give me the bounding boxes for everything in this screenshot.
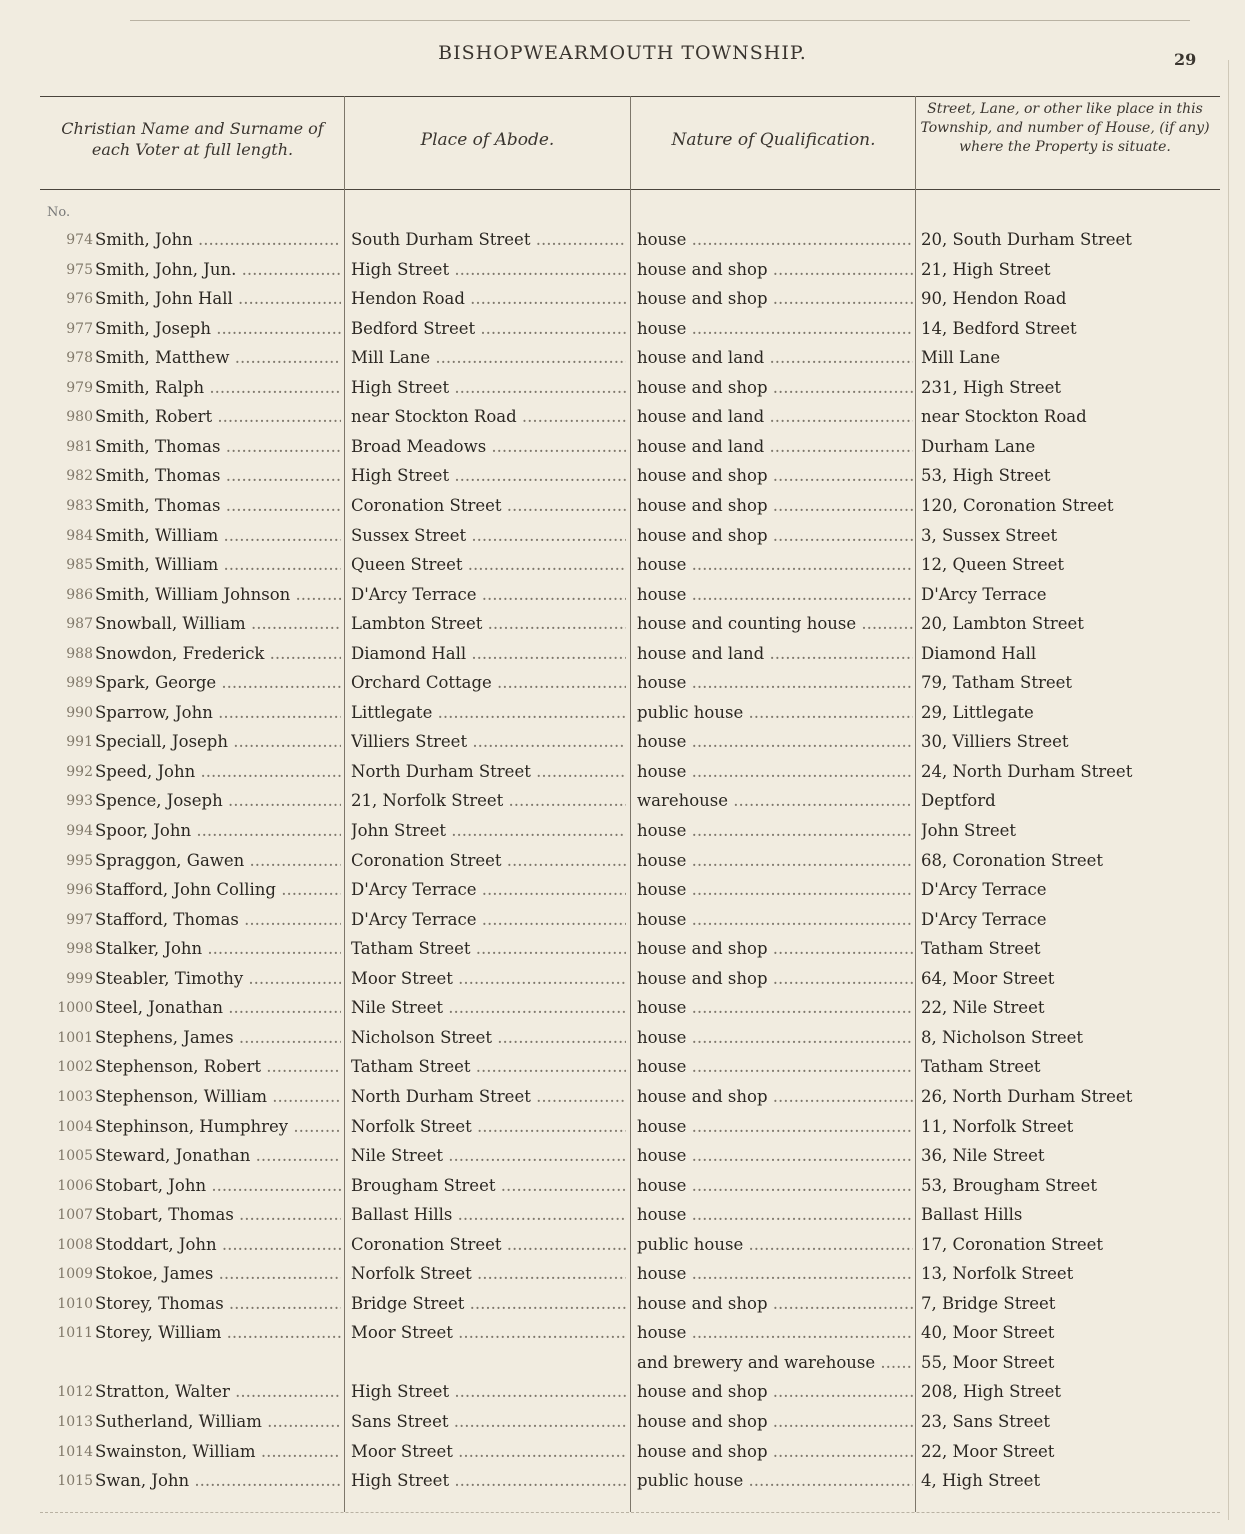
table-row [0,1408,1245,1437]
nature-of-qualification: house ..... [637,319,913,338]
place-of-abode: Norfolk Street ..... [351,1117,626,1136]
nature-of-qualification: warehouse ..... [637,791,913,810]
place-of-abode: Sans Street ..... [351,1412,626,1431]
property-street: 4, High Street [921,1471,1041,1491]
voter-number: 981 [66,438,93,455]
place-of-abode: Diamond Hall ..... [351,644,626,663]
place-of-abode: Lambton Street ..... [351,614,626,633]
voter-name: Smith, Thomas ..... [95,496,341,515]
column-header-street: Street, Lane, or other like place in this Township, and number of House, (if any) where the Property is situate. [920,101,1210,155]
table-row [0,433,1245,462]
nature-of-qualification: house and shop ..... [637,289,913,308]
voter-name: Smith, William Johnson ..... [95,585,341,604]
table-row [0,728,1245,757]
place-of-abode: High Street ..... [351,260,626,279]
voter-number: 992 [66,763,93,780]
voter-name: Stafford, Thomas ..... [95,910,341,929]
property-street: 40, Moor Street [921,1323,1055,1343]
table-row [0,669,1245,698]
page-title: BISHOPWEARMOUTH TOWNSHIP. [438,42,807,64]
bottom-rule [40,1512,1220,1513]
voter-number: 1003 [57,1088,93,1105]
nature-of-qualification: house ..... [637,673,913,692]
voter-number: 998 [66,941,93,958]
table-row [0,1172,1245,1201]
property-street: D'Arcy Terrace [921,880,1047,900]
nature-of-qualification: house ..... [637,1146,913,1165]
voter-number: 986 [66,586,93,603]
voter-number: 1014 [57,1443,93,1460]
place-of-abode: Brougham Street ..... [351,1176,626,1195]
nature-of-qualification: house and shop ..... [637,466,913,485]
table-row [0,344,1245,373]
voter-number: 995 [66,852,93,869]
property-street: 22, Moor Street [921,1441,1055,1461]
voter-name: Smith, Thomas ..... [95,466,341,485]
voter-number: 1002 [57,1059,93,1076]
place-of-abode: Littlegate ..... [351,703,626,722]
voter-name: Storey, Thomas ..... [95,1294,341,1313]
nature-of-qualification: house ..... [637,851,913,870]
voter-number: 1012 [57,1384,93,1401]
voter-name: Steward, Jonathan ..... [95,1146,341,1165]
voter-name: Smith, Matthew ..... [95,348,341,367]
nature-of-qualification: house and shop ..... [637,969,913,988]
table-row [0,285,1245,314]
table-row [0,640,1245,669]
table-row [0,1024,1245,1053]
voter-number: 1005 [57,1148,93,1165]
voter-number: 982 [66,468,93,485]
voter-name: Stafford, John Colling ..... [95,880,341,899]
property-street: Mill Lane [921,348,1001,368]
place-of-abode: Nile Street ..... [351,998,626,1017]
nature-of-qualification: house ..... [637,821,913,840]
voter-number: 1007 [57,1207,93,1224]
voter-number: 1010 [57,1295,93,1312]
nature-of-qualification: public house ..... [637,1235,913,1254]
table-row [0,581,1245,610]
nature-of-qualification: house ..... [637,230,913,249]
table-row [0,256,1245,285]
voter-number: 999 [66,970,93,987]
property-street: 68, Coronation Street [921,850,1104,870]
property-street: Deptford [921,791,996,811]
place-of-abode: Ballast Hills ..... [351,1205,626,1224]
voter-name: Smith, Thomas ..... [95,437,341,456]
table-row [0,1319,1245,1348]
nature-of-qualification: and brewery and warehouse ..... [637,1353,913,1372]
place-of-abode: Mill Lane ..... [351,348,626,367]
nature-of-qualification: house and shop ..... [637,260,913,279]
place-of-abode: Hendon Road ..... [351,289,626,308]
table-row [0,522,1245,551]
voter-number: 1011 [57,1325,93,1342]
voter-name: Stoddart, John ..... [95,1235,341,1254]
nature-of-qualification: house and shop ..... [637,1294,913,1313]
voter-name: Stobart, John ..... [95,1176,341,1195]
property-street: 30, Villiers Street [921,732,1069,752]
property-street: 231, High Street [921,377,1062,397]
table-row [0,1113,1245,1142]
voter-number: 985 [66,557,93,574]
voter-name: Spark, George ..... [95,673,341,692]
nature-of-qualification: house and shop ..... [637,1087,913,1106]
voter-name: Swan, John ..... [95,1471,341,1490]
place-of-abode: North Durham Street ..... [351,1087,626,1106]
voter-name: Storey, William ..... [95,1323,341,1342]
nature-of-qualification: public house ..... [637,1471,913,1490]
table-row [0,935,1245,964]
table-row [0,1142,1245,1171]
property-street: Tatham Street [921,1057,1041,1077]
place-of-abode: High Street ..... [351,1471,626,1490]
table-row [0,906,1245,935]
place-of-abode: Broad Meadows ..... [351,437,626,456]
place-of-abode: Norfolk Street ..... [351,1264,626,1283]
nature-of-qualification: house ..... [637,762,913,781]
nature-of-qualification: house and land ..... [637,407,913,426]
property-street: Diamond Hall [921,643,1037,663]
place-of-abode: Bridge Street ..... [351,1294,626,1313]
voter-number: 979 [66,379,93,396]
page-number: 29 [1174,50,1197,69]
nature-of-qualification: public house ..... [637,703,913,722]
voter-number: 984 [66,527,93,544]
voter-name: Spraggon, Gawen ..... [95,851,341,870]
voter-name: Smith, John ..... [95,230,341,249]
voter-name: Stephenson, William ..... [95,1087,341,1106]
table-row [0,374,1245,403]
voter-number: 994 [66,823,93,839]
nature-of-qualification: house ..... [637,998,913,1017]
voter-name: Snowdon, Frederick ..... [95,644,341,663]
place-of-abode: High Street ..... [351,1382,626,1401]
table-row [0,1349,1245,1378]
property-street: 90, Hendon Road [921,289,1067,309]
table-row [0,551,1245,580]
property-street: 20, South Durham Street [921,230,1132,249]
voter-number: 1001 [57,1029,93,1046]
table-row [0,315,1245,344]
voter-number: 1013 [57,1414,93,1430]
voter-number: 1000 [57,1000,93,1017]
table-row [0,787,1245,816]
voter-name: Smith, Robert ..... [95,407,341,426]
property-street: 24, North Durham Street [921,761,1133,781]
voter-name: Stratton, Walter ..... [95,1382,341,1401]
nature-of-qualification: house ..... [637,1264,913,1283]
table-row [0,817,1245,846]
nature-of-qualification: house and shop ..... [637,496,913,515]
table-row [0,847,1245,876]
voter-name: Speciall, Joseph ..... [95,732,341,751]
property-street: 17, Coronation Street [921,1234,1104,1254]
voter-name: Sparrow, John ..... [95,703,341,722]
voter-number: 991 [66,734,93,751]
property-street: 21, High Street [921,259,1051,279]
voter-number: 977 [66,320,93,337]
property-street: 120, Coronation Street [921,495,1114,515]
table-row [0,1467,1245,1496]
voter-number: 1015 [57,1473,93,1490]
nature-of-qualification: house ..... [637,732,913,751]
property-street: 79, Tatham Street [921,673,1073,693]
voter-number: 996 [66,882,93,899]
nature-of-qualification: house and shop ..... [637,526,913,545]
voter-name: Smith, John Hall ..... [95,289,341,308]
place-of-abode: Coronation Street ..... [351,851,626,870]
nature-of-qualification: house and shop ..... [637,1412,913,1431]
place-of-abode: 21, Norfolk Street ..... [351,791,626,810]
nature-of-qualification: house ..... [637,880,913,899]
table-row [0,1231,1245,1260]
voter-number: 1008 [57,1236,93,1253]
nature-of-qualification: house and land ..... [637,348,913,367]
voter-number: 1009 [57,1266,93,1283]
nature-of-qualification: house and shop ..... [637,1382,913,1401]
table-row [0,492,1245,521]
voter-name: Smith, Joseph ..... [95,319,341,338]
nature-of-qualification: house ..... [637,1323,913,1342]
voter-number: 978 [66,350,93,367]
table-row [0,1290,1245,1319]
place-of-abode: Bedford Street ..... [351,319,626,338]
place-of-abode: D'Arcy Terrace ..... [351,585,626,604]
voter-number: 974 [66,232,93,248]
voter-name: Spence, Joseph ..... [95,791,341,810]
place-of-abode: High Street ..... [351,466,626,485]
column-header-abode: Place of Abode. [420,130,555,150]
nature-of-qualification: house ..... [637,1176,913,1195]
place-of-abode: Moor Street ..... [351,1323,626,1342]
column-header-qualification: Nature of Qualification. [671,130,876,150]
table-row [0,610,1245,639]
property-street: Tatham Street [921,939,1041,959]
table-row [0,1053,1245,1082]
property-street: 12, Queen Street [921,555,1065,575]
table-row [0,226,1245,255]
number-label: No. [47,205,71,220]
voter-name: Stobart, Thomas ..... [95,1205,341,1224]
voter-name: Stephens, James ..... [95,1028,341,1047]
table-row [0,758,1245,787]
table-row [0,965,1245,994]
table-row [0,994,1245,1023]
nature-of-qualification: house ..... [637,1028,913,1047]
voter-number: 987 [66,616,93,633]
table-row [0,1378,1245,1407]
place-of-abode: High Street ..... [351,378,626,397]
voter-name: Stalker, John ..... [95,939,341,958]
nature-of-qualification: house ..... [637,1057,913,1076]
property-street: D'Arcy Terrace [921,584,1047,604]
place-of-abode: Queen Street ..... [351,555,626,574]
nature-of-qualification: house and shop ..... [637,1442,913,1461]
table-row [0,1260,1245,1289]
voter-name: Smith, Ralph ..... [95,378,341,397]
place-of-abode: South Durham Street ..... [351,230,626,249]
table-row [0,1083,1245,1112]
property-street: 53, High Street [921,466,1051,486]
property-street: John Street [921,821,1017,840]
place-of-abode: near Stockton Road ..... [351,407,626,426]
voter-name: Smith, William ..... [95,526,341,545]
place-of-abode: Sussex Street ..... [351,526,626,545]
place-of-abode: John Street ..... [351,821,626,840]
property-street: 22, Nile Street [921,998,1045,1018]
property-street: Ballast Hills [921,1205,1023,1225]
nature-of-qualification: house ..... [637,585,913,604]
table-row [0,403,1245,432]
nature-of-qualification: house and counting house ..... [637,614,913,633]
place-of-abode: D'Arcy Terrace ..... [351,880,626,899]
voter-number: 976 [66,291,93,308]
property-street: 14, Bedford Street [921,318,1077,338]
table-row [0,876,1245,905]
property-street: 29, Littlegate [921,702,1034,722]
voter-number: 989 [66,675,93,692]
column-header-name: Christian Name and Surname of each Voter at full length. [61,119,324,159]
nature-of-qualification: house ..... [637,910,913,929]
top-rule [130,20,1190,21]
table-row [0,699,1245,728]
voter-name: Snowball, William ..... [95,614,341,633]
voter-number: 997 [66,911,93,928]
property-street: 13, Norfolk Street [921,1264,1074,1284]
nature-of-qualification: house and shop ..... [637,378,913,397]
property-street: 26, North Durham Street [921,1086,1133,1106]
voter-name: Steel, Jonathan ..... [95,998,341,1017]
voter-number: 993 [66,793,93,810]
property-street: 53, Brougham Street [921,1175,1097,1195]
page-edge [1228,60,1229,1520]
property-street: 8, Nicholson Street [921,1027,1084,1047]
property-street: 36, Nile Street [921,1146,1045,1166]
place-of-abode: Nile Street ..... [351,1146,626,1165]
nature-of-qualification: house and land ..... [637,644,913,663]
voter-number: 980 [66,409,93,426]
voter-name: Smith, William ..... [95,555,341,574]
nature-of-qualification: house and shop ..... [637,939,913,958]
place-of-abode: Nicholson Street ..... [351,1028,626,1047]
voter-number: 1004 [57,1118,93,1135]
nature-of-qualification: house ..... [637,1205,913,1224]
place-of-abode: Coronation Street ..... [351,496,626,515]
property-street: 11, Norfolk Street [921,1116,1074,1136]
property-street: 64, Moor Street [921,968,1055,988]
property-street: near Stockton Road [921,407,1087,427]
place-of-abode: Moor Street ..... [351,969,626,988]
voter-number: 1006 [57,1177,93,1194]
property-street: 208, High Street [921,1382,1062,1402]
place-of-abode: North Durham Street ..... [351,762,626,781]
nature-of-qualification: house ..... [637,1117,913,1136]
table-row [0,1201,1245,1230]
place-of-abode: Tatham Street ..... [351,1057,626,1076]
table-row [0,1438,1245,1467]
voter-name: Spoor, John ..... [95,821,341,840]
voter-number: 988 [66,645,93,662]
voter-name: Speed, John ..... [95,762,341,781]
property-street: 55, Moor Street [921,1352,1055,1372]
nature-of-qualification: house and land ..... [637,437,913,456]
voter-name: Stephenson, Robert ..... [95,1057,341,1076]
table-row [0,462,1245,491]
property-street: 23, Sans Street [921,1412,1050,1431]
property-street: D'Arcy Terrace [921,909,1047,929]
place-of-abode: D'Arcy Terrace ..... [351,910,626,929]
voter-number: 990 [66,704,93,721]
place-of-abode: Moor Street ..... [351,1442,626,1461]
property-street: 20, Lambton Street [921,614,1084,634]
voter-name: Sutherland, William ..... [95,1412,341,1431]
place-of-abode: Villiers Street ..... [351,732,626,751]
voter-name: Stokoe, James ..... [95,1264,341,1283]
property-street: 7, Bridge Street [921,1293,1056,1313]
voter-number: 975 [66,261,93,278]
property-street: 3, Sussex Street [921,525,1058,545]
place-of-abode: Coronation Street ..... [351,1235,626,1254]
nature-of-qualification: house ..... [637,555,913,574]
voter-name: Swainston, William ..... [95,1442,341,1461]
voter-name: Stephinson, Humphrey ..... [95,1117,341,1136]
voter-name: Smith, John, Jun. ..... [95,260,341,279]
place-of-abode: Tatham Street ..... [351,939,626,958]
voter-number: 983 [66,497,93,514]
voter-name: Steabler, Timothy ..... [95,969,341,988]
place-of-abode: Orchard Cottage ..... [351,673,626,692]
property-street: Durham Lane [921,436,1036,456]
